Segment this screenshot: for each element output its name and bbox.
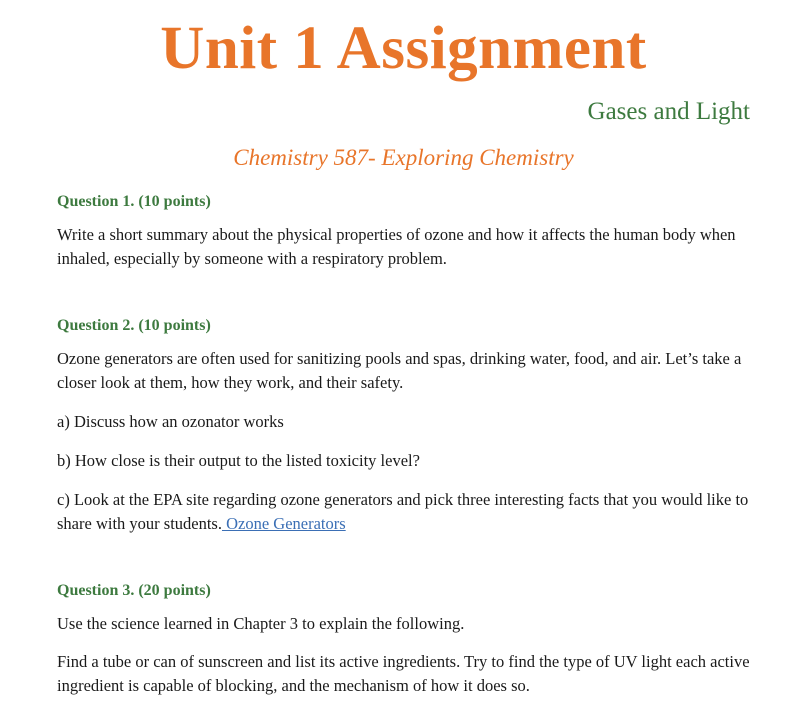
question-2-item-c-text: c) Look at the EPA site regarding ozone generators and pick three interesting facts that you would like to share with your students. xyxy=(57,489,749,533)
document-subtitle: Gases and Light xyxy=(587,98,750,126)
question-3-paragraph-1: Use the science learned in Chapter 3 to explain the following. xyxy=(57,613,465,633)
question-2-item-c xyxy=(57,488,750,536)
page-title: Unit 1 Assignment xyxy=(160,15,647,82)
question-1-paragraph: Write a short summary about the physical properties of ozone and how it affects the human body when inhaled, especially by someone with a respiratory problem. xyxy=(57,225,736,269)
question-block-1 xyxy=(57,193,750,271)
question-2-item-a: a) Discuss how an ozonator works xyxy=(57,411,284,431)
spacer xyxy=(57,536,750,552)
question-block-3 xyxy=(57,582,750,699)
question-3-heading: Question 3. (20 points) xyxy=(57,581,211,599)
question-block-2 xyxy=(57,317,750,536)
question-2-heading: Question 2. (10 points) xyxy=(57,316,211,334)
ozone-generators-link[interactable]: Ozone Generators xyxy=(221,513,346,533)
question-3-paragraph-2: Find a tube or can of sunscreen and list its active ingredients. Try to find the type of UV light each active ingredient is capable of blocking, and the mechanism of how it does so. xyxy=(57,652,750,696)
document-course-line: Chemistry 587- Exploring Chemistry xyxy=(233,145,574,171)
question-1-heading: Question 1. (10 points) xyxy=(57,193,211,211)
question-2-intro: Ozone generators are often used for sanitizing pools and spas, drinking water, food, and air. Let’s take a closer look at them, how they work, and their safety. xyxy=(57,348,742,392)
question-2-item-b: b) How close is their output to the listed toxicity level? xyxy=(57,450,420,470)
spacer xyxy=(57,271,750,287)
